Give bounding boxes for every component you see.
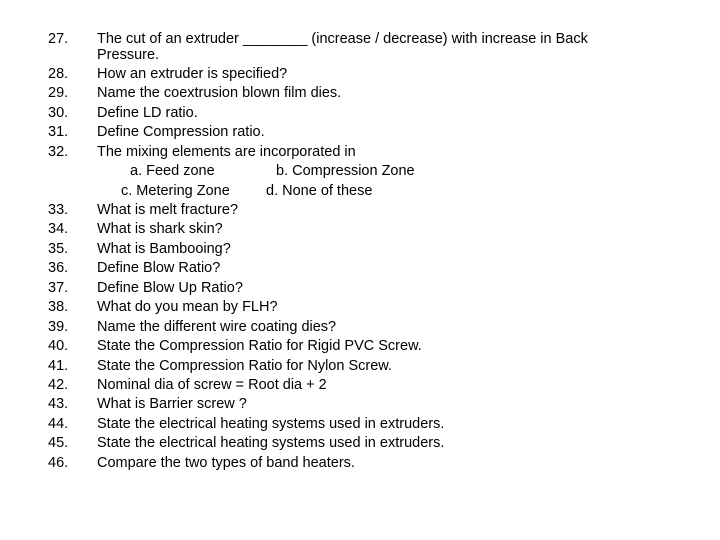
question-text: Name the different wire coating dies? [97, 319, 337, 335]
question-text: State the electrical heating systems used in extruders. [97, 435, 445, 451]
question-number: 27. [48, 31, 69, 47]
question-text: What is Bambooing? [97, 241, 231, 257]
question-text: State the Compression Ratio for Rigid PVC Screw. [97, 338, 422, 354]
question-text: Define Compression ratio. [97, 124, 265, 140]
question-number: 44. [48, 416, 69, 432]
question-number: 31. [48, 124, 69, 140]
question-text: The mixing elements are incorporated in [97, 144, 356, 160]
option-b: b. Compression Zone [276, 163, 415, 179]
option-c: c. Metering Zone [121, 183, 230, 199]
question-text-continued: Pressure. [97, 47, 160, 63]
question-text: Define LD ratio. [97, 105, 198, 121]
question-number: 34. [48, 221, 69, 237]
question-number: 42. [48, 377, 69, 393]
question-number: 33. [48, 202, 69, 218]
question-number: 43. [48, 396, 69, 412]
question-number: 28. [48, 66, 69, 82]
question-text: State the electrical heating systems used in extruders. [97, 416, 445, 432]
question-text: Define Blow Up Ratio? [97, 280, 243, 296]
question-text: What is shark skin? [97, 221, 223, 237]
question-number: 46. [48, 455, 69, 471]
question-text: Compare the two types of band heaters. [97, 455, 355, 471]
question-number: 37. [48, 280, 69, 296]
question-number: 35. [48, 241, 69, 257]
question-number: 41. [48, 358, 69, 374]
question-text: The cut of an extruder ________ (increase / decrease) with increase in Back [97, 31, 588, 47]
question-text: Name the coextrusion blown film dies. [97, 85, 342, 101]
question-number: 36. [48, 260, 69, 276]
option-d: d. None of these [266, 183, 373, 199]
question-number: 30. [48, 105, 69, 121]
question-number: 29. [48, 85, 69, 101]
question-text: What is Barrier screw ? [97, 396, 247, 412]
option-a: a. Feed zone [130, 163, 215, 179]
question-number: 45. [48, 435, 69, 451]
question-text: Define Blow Ratio? [97, 260, 221, 276]
question-number: 32. [48, 144, 69, 160]
question-text: Nominal dia of screw = Root dia + 2 [97, 377, 327, 393]
question-text: What is melt fracture? [97, 202, 239, 218]
question-text: How an extruder is specified? [97, 66, 288, 82]
question-number: 39. [48, 319, 69, 335]
question-text: State the Compression Ratio for Nylon Screw. [97, 358, 392, 374]
question-text: What do you mean by FLH? [97, 299, 278, 315]
question-number: 40. [48, 338, 69, 354]
question-number: 38. [48, 299, 69, 315]
